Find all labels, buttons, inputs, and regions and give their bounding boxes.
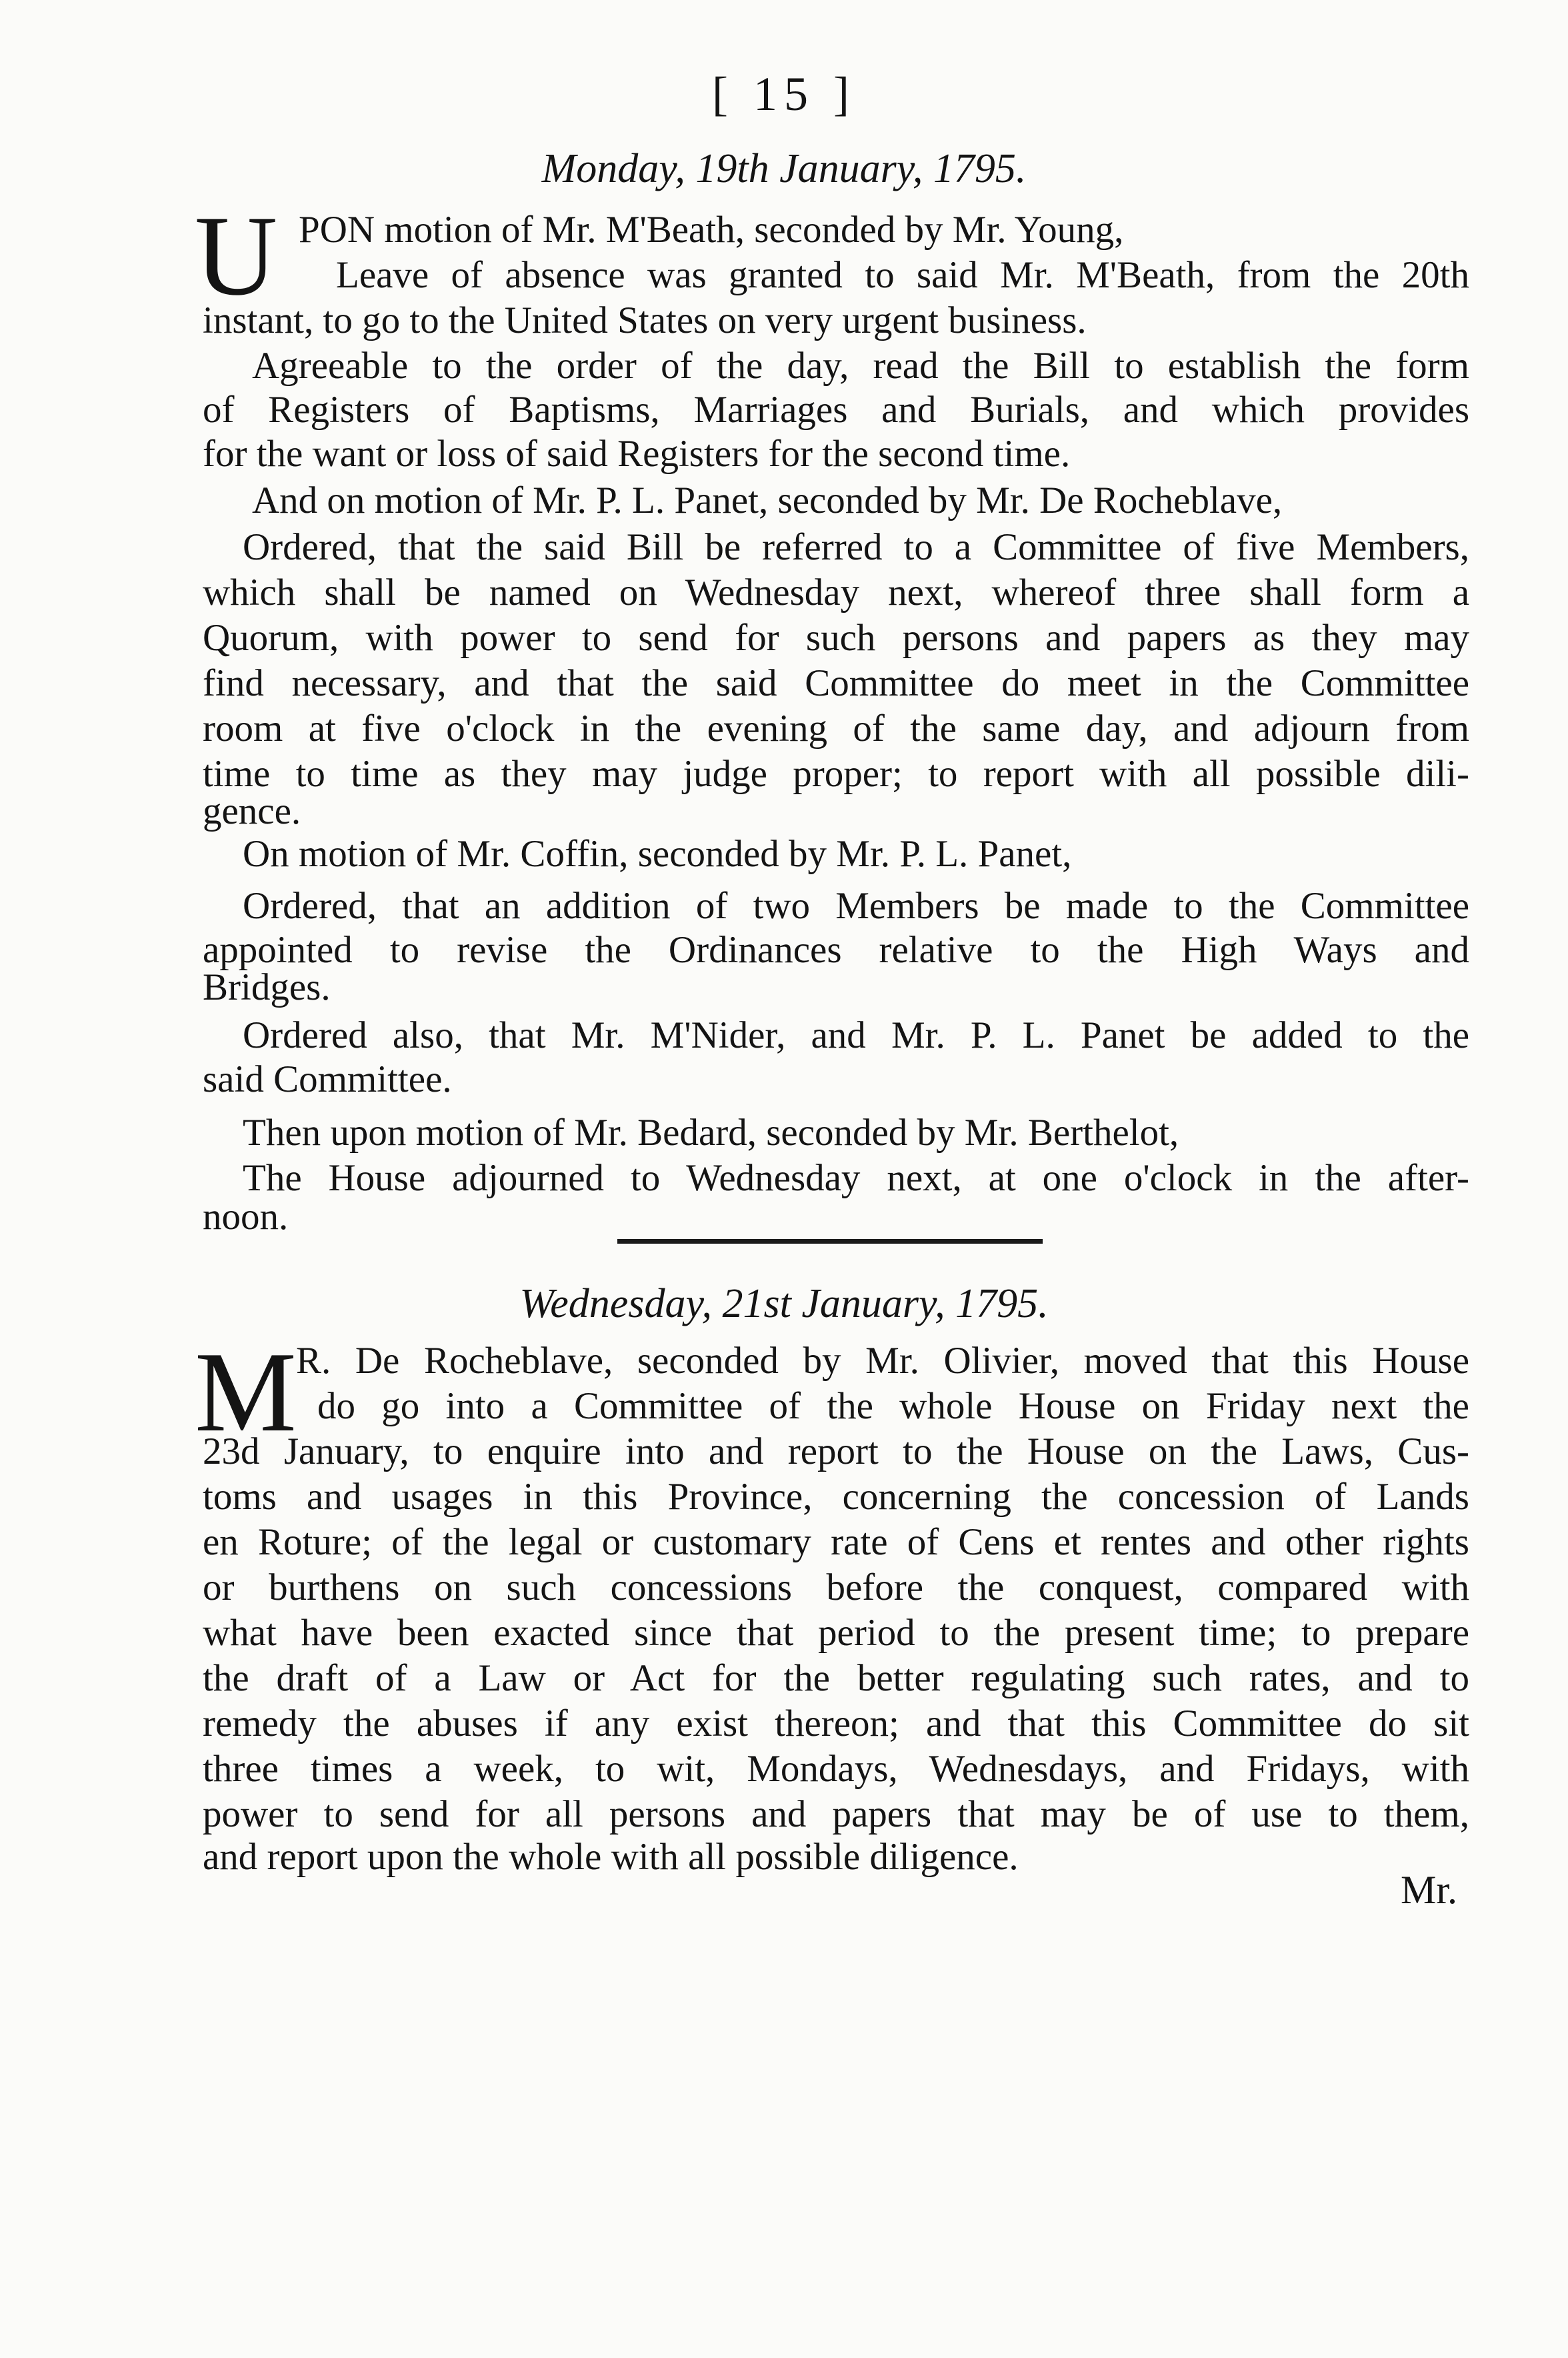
text-line: the draft of a Law or Act for the better regulating such rates, and to xyxy=(203,1657,1469,1699)
section-divider xyxy=(617,1239,1043,1244)
entry-date-heading: Wednesday, 21st January, 1795. xyxy=(519,1281,1049,1326)
text-line: do go into a Committee of the whole House on Friday next the xyxy=(317,1385,1469,1427)
text-line: PON motion of Mr. M'Beath, seconded by Mr. Young, xyxy=(299,209,1124,251)
drop-cap: U xyxy=(195,193,278,319)
text-line: room at five o'clock in the evening of the same day, and adjourn from xyxy=(203,708,1469,750)
text-line: appointed to revise the Ordinances relative to the High Ways and xyxy=(203,929,1469,971)
text-line: for the want or loss of said Registers for the second time. xyxy=(203,433,1071,475)
drop-cap: M xyxy=(195,1329,297,1456)
text-line: which shall be named on Wednesday next, whereof three shall form a xyxy=(203,571,1469,614)
text-line: en Roture; of the legal or customary rate of Cens et rentes and other rights xyxy=(203,1521,1469,1563)
text-line: The House adjourned to Wednesday next, at one o'clock in the after- xyxy=(243,1157,1469,1199)
text-line: remedy the abuses if any exist thereon; and that this Committee do sit xyxy=(203,1702,1469,1744)
text-line: Then upon motion of Mr. Bedard, seconded by Mr. Berthelot, xyxy=(243,1112,1179,1154)
text-line: Ordered, that an addition of two Members be made to the Committee xyxy=(243,885,1469,927)
text-line: noon. xyxy=(203,1196,289,1238)
text-line: instant, to go to the United States on very urgent business. xyxy=(203,299,1087,341)
text-line: and report upon the whole with all possible diligence. xyxy=(203,1836,1019,1878)
page-number: [ 15 ] xyxy=(712,67,856,121)
text-line: power to send for all persons and papers that may be of use to them, xyxy=(203,1793,1469,1835)
text-line: three times a week, to wit, Mondays, Wednesdays, and Fridays, with xyxy=(203,1748,1469,1790)
text-line: toms and usages in this Province, concerning the concession of Lands xyxy=(203,1476,1469,1518)
text-line: 23d January, to enquire into and report to the House on the Laws, Cus- xyxy=(203,1430,1469,1472)
text-line: On motion of Mr. Coffin, seconded by Mr. P. L. Panet, xyxy=(243,833,1072,875)
entry-date-heading: Monday, 19th January, 1795. xyxy=(541,146,1027,191)
text-line: Ordered, that the said Bill be referred to a Committee of five Members, xyxy=(243,526,1469,568)
catchword: Mr. xyxy=(1400,1868,1457,1912)
text-line: or burthens on such concessions before the conquest, compared with xyxy=(203,1566,1469,1608)
text-line: find necessary, and that the said Committee do meet in the Committee xyxy=(203,662,1469,704)
text-line: said Committee. xyxy=(203,1058,452,1100)
text-line: Bridges. xyxy=(203,966,331,1008)
text-line: of Registers of Baptisms, Marriages and Burials, and which provides xyxy=(203,389,1469,431)
text-line: Quorum, with power to send for such persons and papers as they may xyxy=(203,617,1469,659)
text-line: time to time as they may judge proper; to report with all possible dili- xyxy=(203,753,1469,795)
text-line: Agreeable to the order of the day, read the Bill to establish the form xyxy=(252,345,1469,387)
text-line: gence. xyxy=(203,790,301,832)
text-line: And on motion of Mr. P. L. Panet, seconded by Mr. De Rocheblave, xyxy=(252,479,1283,521)
text-line: what have been exacted since that period to the present time; to prepare xyxy=(203,1612,1469,1654)
text-line: Leave of absence was granted to said Mr. M'Beath, from the 20th xyxy=(336,254,1469,296)
text-line: Ordered also, that Mr. M'Nider, and Mr. P. L. Panet be added to the xyxy=(243,1014,1469,1056)
text-line: R. De Rocheblave, seconded by Mr. Olivier, moved that this House xyxy=(296,1340,1469,1382)
